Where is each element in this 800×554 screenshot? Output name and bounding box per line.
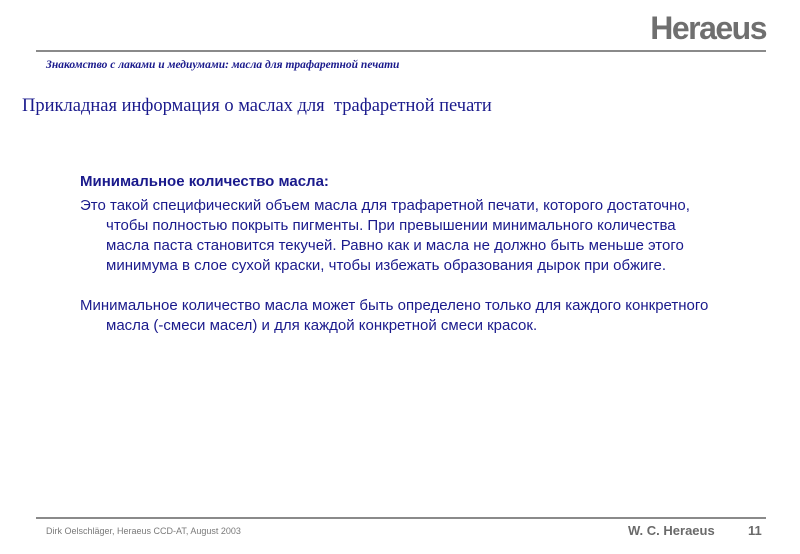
page-number: 11 [748, 523, 762, 538]
slide-title: Прикладная информация о маслах для трафаретной печати [22, 96, 492, 116]
heraeus-logo: Heraeus [650, 10, 766, 46]
header-divider [36, 50, 766, 52]
paragraph-determination: Минимальное количество масла может быть определено только для каждого конкретного масла (-смеси масел) и для каждой конкретной смеси красок. [80, 297, 709, 334]
slide-content [80, 172, 720, 336]
footer-company: W. C. Heraeus [628, 523, 715, 538]
slide-subtitle: Знакомство с лаками и медиумами: масла для трафаретной печати [46, 59, 400, 71]
footer-divider [36, 517, 766, 519]
footer-author: Dirk Oelschläger, Heraeus CCD-AT, August 2003 [46, 526, 241, 536]
content-label: Минимальное количество масла: [80, 173, 329, 190]
paragraph-definition: Это такой специфический объем масла для трафаретной печати, которого достаточно, чтобы полностью покрыть пигменты. При превышении минимального количества масла паста становится текучей. Равно как и масла не должно быть меньше этого минимума в слое сухой краски, чтобы избежать образования дырок при обжиге. [80, 197, 690, 274]
